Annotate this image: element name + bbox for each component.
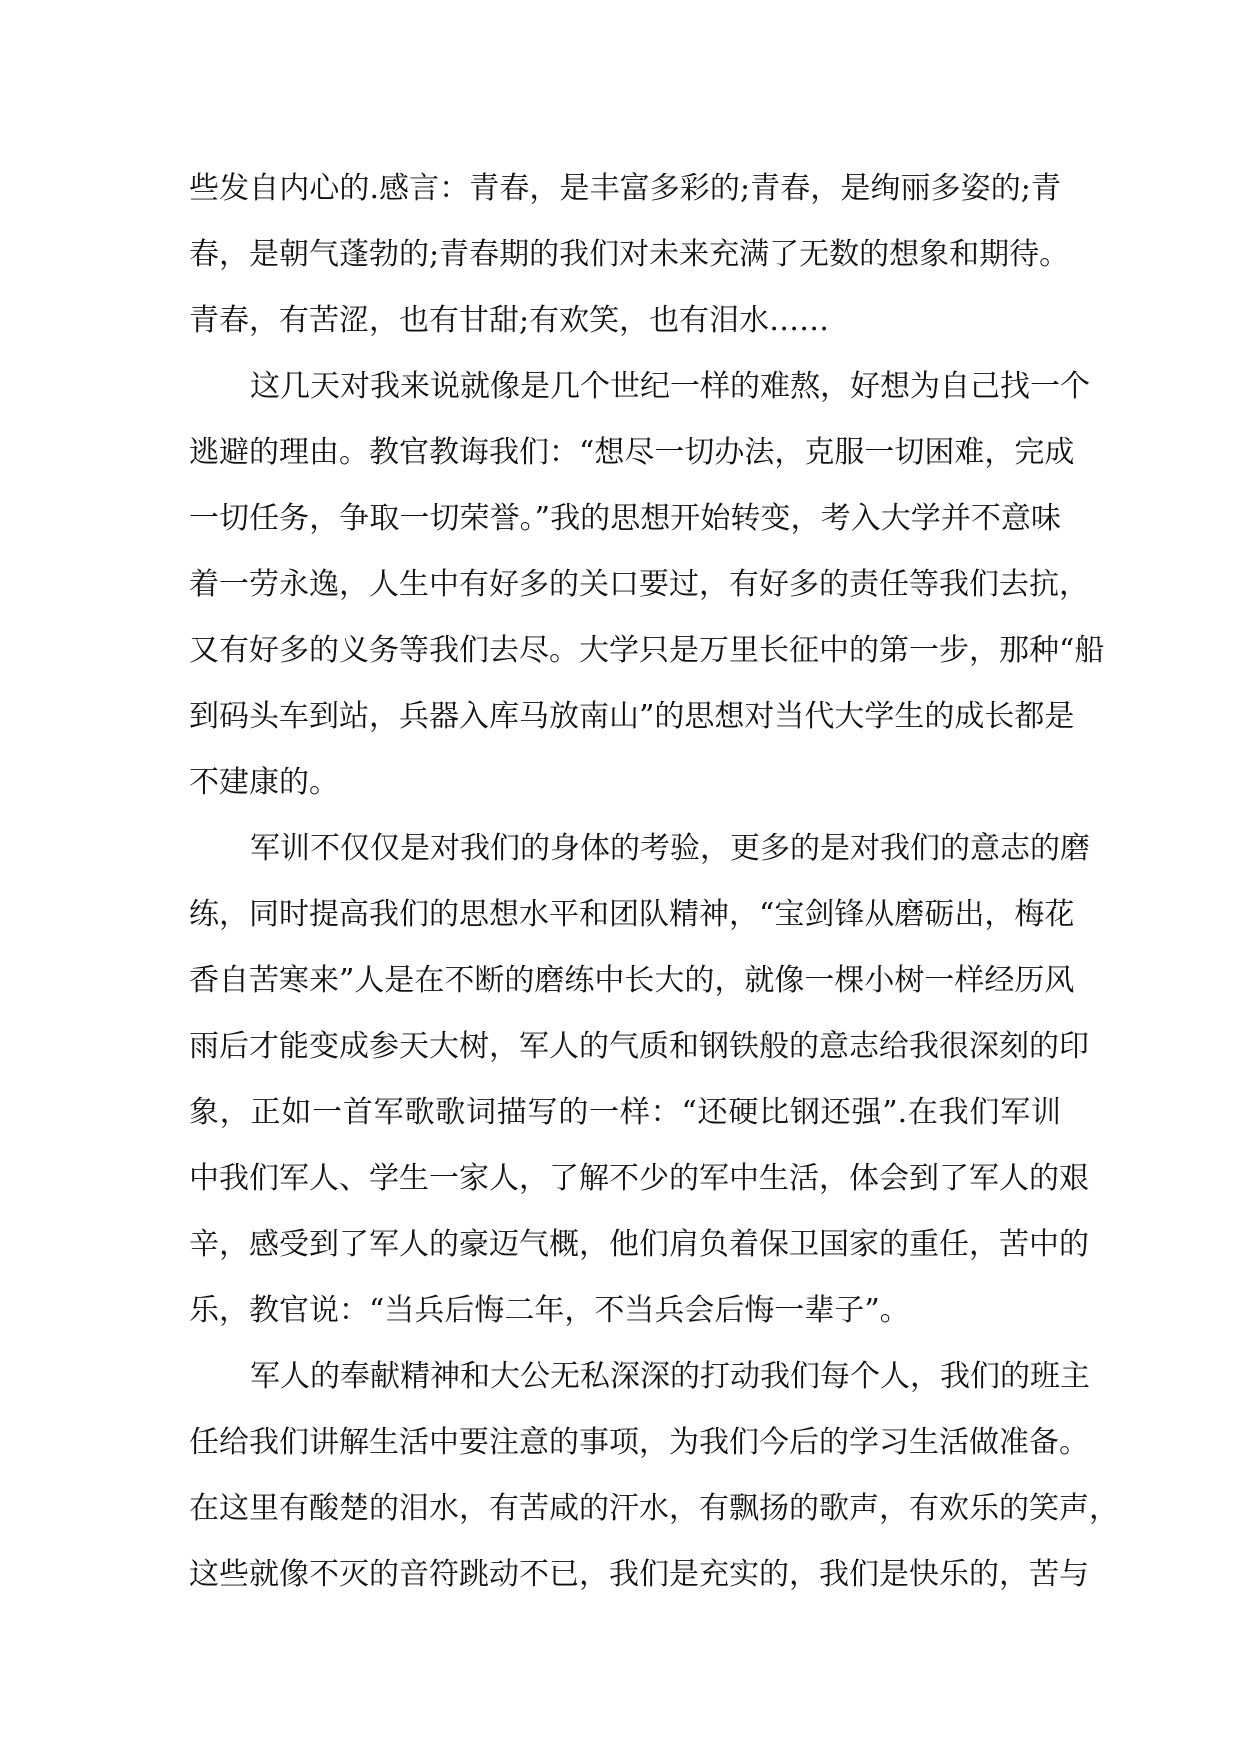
text-line: 又有好多的义务等我们去尽。大学只是万里长征中的第一步，那种“船 — [189, 633, 1105, 668]
text-line: 练，同时提高我们的思想水平和团队精神，“宝剑锋从磨砺出，梅花 — [189, 897, 1075, 932]
text-line: 这些就像不灭的音符跳动不已，我们是充实的，我们是快乐的，苦与 — [189, 1557, 1089, 1592]
text-line: 着一劳永逸，人生中有好多的关口要过，有好多的责任等我们去抗， — [189, 567, 1089, 602]
text-line: 在这里有酸楚的泪水，有苦咸的汗水，有飘扬的歌声，有欢乐的笑声， — [189, 1491, 1119, 1526]
text-line: 中我们军人、学生一家人，了解不少的军中生活，体会到了军人的艰 — [189, 1161, 1089, 1196]
text-line: 辛，感受到了军人的豪迈气概，他们肩负着保卫国家的重任，苦中的 — [189, 1227, 1089, 1262]
text-line: 乐，教官说：“当兵后悔二年，不当兵会后悔一辈子”。 — [189, 1293, 910, 1328]
text-line: 任给我们讲解生活中要注意的事项，为我们今后的学习生活做准备。 — [189, 1425, 1089, 1460]
text-line: 这几天对我来说就像是几个世纪一样的难熬，好想为自己找一个 — [250, 369, 1090, 404]
text-line: 军训不仅仅是对我们的身体的考验，更多的是对我们的意志的磨 — [250, 831, 1090, 866]
text-line: 到码头车到站，兵器入库马放南山”的思想对当代大学生的成长都是 — [189, 699, 1075, 734]
body-text — [189, 156, 1119, 1608]
text-line: 春，是朝气蓬勃的;青春期的我们对未来充满了无数的想象和期待。 — [189, 237, 1070, 272]
text-line: 青春，有苦涩，也有甘甜;有欢笑，也有泪水…… — [189, 303, 830, 338]
text-line: 逃避的理由。教官教诲我们：“想尽一切办法，克服一切困难，完成 — [189, 435, 1075, 470]
text-line: 雨后才能变成参天大树，军人的气质和钢铁般的意志给我很深刻的印 — [189, 1029, 1089, 1064]
text-line: 香自苦寒来”人是在不断的磨练中长大的，就像一棵小树一样经历风 — [189, 963, 1075, 998]
text-line: 象，正如一首军歌歌词描写的一样：“还硬比钢还强”.在我们军训 — [189, 1095, 1061, 1130]
text-line: 一切任务，争取一切荣誉。”我的思想开始转变，考入大学并不意味 — [189, 501, 1061, 536]
text-line: 不建康的。 — [189, 765, 339, 800]
text-line: 军人的奉献精神和大公无私深深的打动我们每个人，我们的班主 — [250, 1359, 1090, 1394]
text-line: 些发自内心的.感言：青春，是丰富多彩的;青春，是绚丽多姿的;青 — [189, 171, 1061, 206]
